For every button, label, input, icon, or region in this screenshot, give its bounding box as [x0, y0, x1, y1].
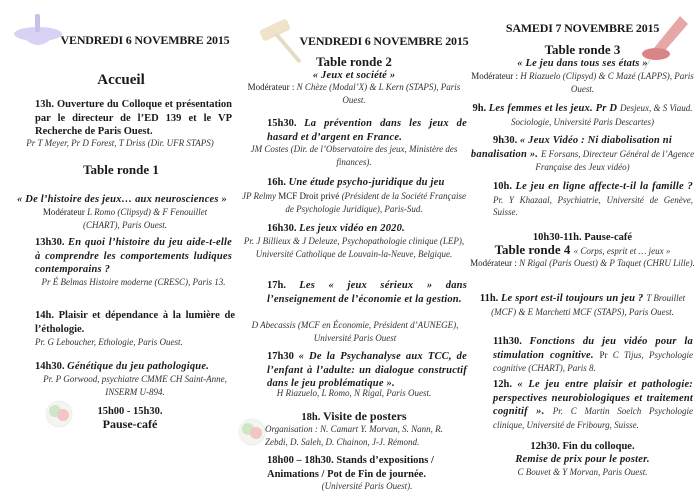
text-segment: N Chèze (Modal’X) & L Kern (STAPS), Paris Ouest.	[296, 82, 461, 105]
text-segment: 10h30-11h. Pause-café	[532, 232, 633, 243]
theme	[8, 193, 236, 207]
session	[470, 134, 695, 174]
text-segment: Pr É Belmas Histoire moderne (CRESC), Paris 13.	[41, 277, 226, 287]
text-segment: Table ronde 3	[544, 42, 621, 57]
text-segment: Une étude psycho-juridique du jeu	[288, 177, 445, 188]
text-segment: 13h30.	[35, 237, 69, 248]
text-segment: Les « jeux sérieux » dans l’enseignement de l’économie et la gestion.	[267, 280, 467, 305]
text-segment: 16h.	[267, 177, 289, 188]
speakers	[240, 190, 468, 215]
text-segment: Table ronde 2	[316, 54, 392, 69]
text-segment: Pr. Y Khazaal, Psychiatrie, Université de Genève, Suisse.	[493, 194, 693, 218]
speakers	[240, 235, 468, 260]
session	[470, 102, 695, 128]
text-segment: JP Relmy	[241, 191, 279, 201]
text-segment: 13h. Ouverture du Colloque et présentation par le directeur de l’ED 139 et le VP Recherche de Paris Ouest.	[35, 99, 232, 138]
text-segment: 14h. Plaisir et dépendance à la lumière de l’éthologie.	[35, 310, 235, 335]
text-segment: Pr. J Billieux & J Deleuze, Psychopathologie clinique (LEP), Université Catholique de Louvain-la-Neuve, Belgique.	[243, 236, 465, 259]
text-segment: « Jeux et société »	[312, 70, 396, 81]
text-segment: Accueil	[97, 72, 145, 88]
text-segment: VENDREDI 6 NOVEMBRE 2015	[299, 34, 469, 48]
text-segment: Modérateur :	[470, 258, 520, 268]
text-segment: Modérateur :	[471, 71, 521, 81]
speakers	[35, 276, 232, 289]
text-segment: Table ronde 1	[83, 162, 159, 177]
text-segment: Pause-café	[102, 417, 158, 431]
session	[267, 279, 467, 306]
moderator	[470, 257, 695, 270]
spinning-top-icon	[8, 10, 68, 55]
text-segment: 18h.	[301, 412, 324, 423]
speakers	[35, 373, 235, 398]
text-segment: H Riazuelo, L Romo, N Rigal, Paris Ouest.	[276, 388, 432, 398]
session	[267, 176, 467, 190]
text-segment: 18h00 – 18h30. Stands d’expositions / Animations / Pot de Fin de journée.	[267, 455, 434, 480]
text-segment: « Jeux Vidéo : Ni diabolisation ni banalisation ».	[470, 135, 672, 160]
text-segment: Le jeu en ligne affecte-t-il la famille ?	[515, 181, 694, 192]
section-title	[240, 56, 468, 70]
speakers	[240, 387, 468, 400]
speakers	[5, 137, 235, 150]
text-segment: Table ronde 4	[494, 242, 574, 257]
session	[267, 222, 467, 236]
text-segment: Génétique du jeu pathologique.	[67, 361, 210, 372]
note	[470, 453, 695, 467]
text-segment: Remise de prix pour le poster.	[515, 454, 650, 465]
moderator	[30, 206, 220, 231]
text-segment: Pr. G Leboucher, Ethologie, Paris Ouest.	[35, 337, 183, 347]
moderator	[470, 70, 695, 95]
text-segment: JM Costes (Dir. de l’Observatoire des jeux, Ministère des finances).	[250, 144, 458, 167]
speakers	[250, 319, 460, 344]
speakers	[35, 336, 235, 349]
text-segment: 11h.	[479, 293, 501, 304]
balloon-icon	[45, 397, 73, 431]
text-segment: MCF Droit privé	[278, 191, 342, 201]
session	[35, 360, 235, 374]
text-segment: « De l’histoire des jeux… aux neurosciences »	[17, 194, 227, 205]
section-title	[10, 74, 232, 88]
session	[493, 180, 693, 219]
text-segment: (Université Paris Ouest).	[321, 481, 413, 491]
day-header	[298, 35, 470, 49]
section-title	[470, 244, 695, 258]
text-segment: H Riazuelo (Clipsyd) & C Mazé (LAPPS), Paris Ouest.	[520, 71, 694, 94]
text-segment: 12h30. Fin du colloque.	[530, 441, 635, 452]
text-segment: Modérateur :	[247, 82, 297, 92]
text-segment: « Le jeu entre plaisir et pathologie: perspectives neurobiologiques et traitement cognitif ».	[493, 379, 693, 418]
text-segment: « Le jeu dans tous ses états »	[517, 58, 648, 69]
text-segment: 15h30.	[267, 118, 305, 129]
text-segment: 12h.	[493, 379, 518, 390]
text-segment: 9h.	[472, 103, 489, 114]
session	[267, 350, 467, 391]
text-segment: 10h.	[493, 181, 516, 192]
session	[35, 236, 232, 277]
text-segment: (Président de la Société Française de Psychologie Juridique), Paris-Sud.	[285, 191, 467, 214]
text-segment: 15h00 - 15h30.	[97, 406, 163, 417]
session	[470, 440, 695, 454]
moderator	[240, 81, 468, 106]
text-segment: Les jeux vidéo en 2020.	[299, 223, 405, 234]
break-label	[80, 418, 180, 432]
text-segment: Pr T Meyer, Pr D Forest, T Driss (Dir. UFR STAPS)	[26, 138, 214, 148]
text-segment: Visite de posters	[323, 409, 407, 423]
text-segment: 11h30.	[493, 336, 530, 347]
text-segment: En quoi l’histoire du jeu aide-t-elle à comprendre les comportements ludiques contemporains ?	[35, 237, 232, 276]
text-segment: E Forsans, Directeur Général de l’Agence Française des Jeux vidéo)	[535, 148, 695, 173]
section-title	[10, 164, 232, 178]
speakers	[265, 423, 465, 448]
theme	[470, 57, 695, 71]
section-title	[470, 44, 695, 58]
text-segment: Le sport est-il toujours un jeu ?	[500, 293, 647, 304]
text-segment: VENDREDI 6 NOVEMBRE 2015	[60, 33, 230, 47]
text-segment: SAMEDI 7 NOVEMBRE 2015	[505, 21, 660, 35]
text-segment: « Corps, esprit et … jeux »	[573, 246, 671, 256]
text-segment: C Tijus, Psychologie cognitive (CHART), Paris 8.	[493, 349, 693, 374]
text-segment: T Brouillet (MCF) & E Marchetti MCF (STAPS), Paris Ouest.	[491, 293, 686, 317]
day-header	[55, 34, 235, 48]
speakers	[267, 480, 467, 493]
text-segment: Pr. C Martin Soelch Psychologie clinique, Université de Fribourg, Suisse.	[493, 406, 694, 430]
text-segment: L Romo (Clipsyd) & F Fenouillet (CHART), Paris Ouest.	[83, 207, 208, 230]
text-segment: 14h30.	[35, 361, 68, 372]
text-segment: La prévention dans les jeux de hasard et d’argent en France.	[267, 118, 467, 143]
text-segment: Les femmes et les jeux. Pr D	[488, 103, 620, 114]
text-segment: Fonctions du jeu vidéo pour la stimulation cognitive.	[493, 336, 693, 361]
session	[35, 98, 232, 139]
text-segment: 17h30	[267, 351, 299, 362]
text-segment: « De la Psychanalyse aux TCC, de l’enfant à l’adulte: un dialogue constructif dans le jeu problématique ».	[267, 351, 467, 390]
text-segment: N Rigal (Paris Ouest) & P Taquet (CHRU Lille).	[519, 258, 695, 268]
text-segment: 17h.	[267, 280, 300, 291]
day-header	[470, 22, 695, 36]
text-segment: 9h30.	[493, 135, 520, 146]
speakers	[470, 466, 695, 479]
session	[267, 454, 467, 481]
text-segment: Pr. P Gorwood, psychiatre CMME CH Saint-Anne, INSERM U-894.	[43, 374, 227, 397]
text-segment: Modérateur	[42, 207, 88, 217]
text-segment: D Abecassis (MCF en Économie, Président d’AUNEGE), Université Paris Ouest	[251, 320, 459, 343]
session	[493, 378, 693, 431]
speakers	[240, 143, 468, 168]
text-segment: C Bouvet & Y Morvan, Paris Ouest.	[517, 467, 648, 477]
text-segment: Desjeux, & S Viaud. Sociologie, Université Paris Descartes)	[511, 103, 693, 127]
session	[493, 335, 693, 375]
session	[470, 292, 695, 318]
text-segment: 16h30.	[267, 223, 300, 234]
text-segment: Organisation : N. Camart Y. Morvan, S. Nann, R. Zebdi, D. Saleh, D. Chainon, J-J. Rémond.	[265, 424, 443, 447]
text-segment: Pr	[599, 349, 613, 360]
session	[35, 309, 235, 336]
session	[267, 117, 467, 144]
